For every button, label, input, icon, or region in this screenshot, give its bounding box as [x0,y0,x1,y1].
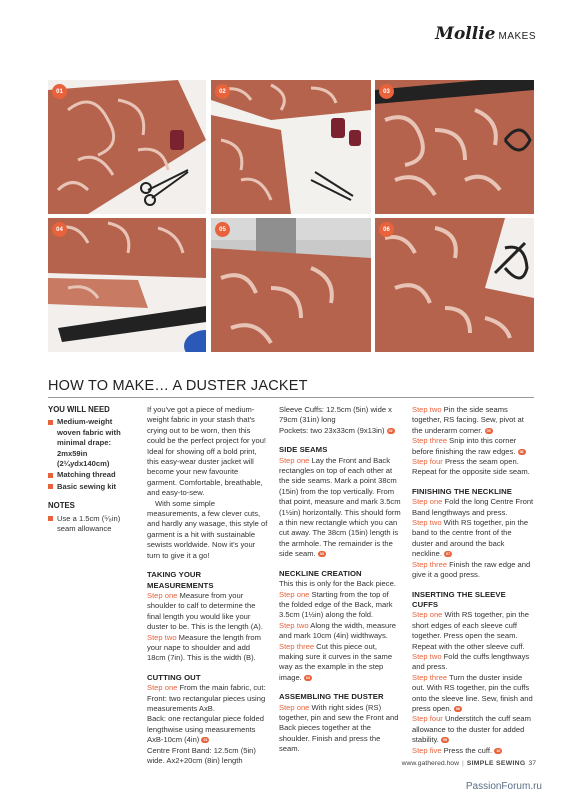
note-item [48,514,134,535]
step-label: Step one [147,590,178,600]
need-item-text: Basic sewing kit [57,481,117,491]
photo-ref-badge: 10 [496,748,501,753]
step-text: Measure from your shoulder to calf to determine the final length you would like your duster to be. This is the length (A). [147,590,263,632]
neckline-creation-heading: NECKLINE CREATION [279,568,362,578]
step-photo-4 [48,218,206,352]
step [412,714,534,745]
fabric-photo-6 [375,218,534,352]
fabric-photo-1 [48,80,206,214]
step [412,652,534,673]
taking-measurements-heading: TAKING YOUR MEASUREMENTS [147,570,214,590]
need-item [48,417,134,469]
you-will-need-heading: YOU WILL NEED [48,405,110,414]
step-badge-1: 01 [52,84,67,99]
footer-url[interactable]: www.gathered.how [401,760,459,767]
page-footer [402,760,536,767]
step [147,683,269,693]
need-item-text: Medium-weight woven fabric with minimal drape: 2mx59in (2¼ydx140cm) [57,417,121,469]
step [412,497,534,518]
photo-ref-badge: 04 [305,675,310,680]
step-text: Turn the duster inside out. With RS together, pin the cuffs onto the sleeve line. Sew, finish and press open. [412,672,533,713]
photo-ref-badge: 05 [486,428,491,433]
side-seams-heading: SIDE SEAMS [279,445,328,455]
fabric-photo-5 [211,218,371,352]
step [412,405,534,436]
step-label: Step one [279,455,310,465]
photo-ref-badge: 08 [455,706,460,711]
bullet-square-icon [48,473,53,478]
step-label: Step two [412,405,442,414]
section-intro: This this is only for the Back piece. [279,579,396,589]
step [147,591,269,633]
assembling-heading: ASSEMBLING THE DUSTER [279,692,384,702]
instructions-column-1 [147,405,269,766]
cut-line-text: Back: one rectangular piece folded lengthwise using measurements AxB-10cm (4in) [147,714,264,745]
note-item-text: Use a 1.5cm (⁵⁄₈in) seam allowance [57,513,121,534]
step-label: Step two [147,632,177,642]
sleeve-cuffs-heading: INSERTING THE SLEEVE CUFFS [412,589,506,609]
need-item-text: Matching thread [57,470,116,480]
notes-heading: NOTES [48,501,75,511]
photo-ref-badge: 01 [203,738,208,743]
cutting-out-heading: CUTTING OUT [147,672,201,682]
need-item [48,482,134,492]
step [279,642,401,684]
finishing-neckline-heading: FINISHING THE NECKLINE [412,486,513,496]
bullet-square-icon [48,484,53,489]
step-label: Step four [412,714,443,724]
bullet-square-icon [48,516,53,521]
step-label: Step one [412,610,443,620]
step-label: Step one [279,702,310,712]
photo-ref-badge: 02 [388,428,393,433]
step-label: Step three [412,436,448,446]
step-photo-3 [375,80,534,214]
sidebar-column [48,405,134,534]
brand-logo [435,24,536,44]
need-item [48,470,134,480]
step-label: Step five [412,745,442,755]
step-text: Measure the length from your nape to shoulder and add 18cm (7in). This is the width (B). [147,632,261,663]
step [279,456,401,560]
step [412,560,534,581]
step-text: With right sides (RS) together, pin and sew the Front and Back pieces together at the shoulder. Finish and press the seam. [279,702,399,754]
photo-ref-badge: 07 [446,552,451,557]
step-label: Step three [279,641,315,651]
photo-ref-badge: 03 [319,552,324,557]
step-text: Press the cuff. [441,745,493,755]
photo-ref-badge: 06 [519,449,524,454]
step-badge-6: 06 [379,222,394,237]
step-label: Step one [412,497,443,507]
title-divider [48,397,534,398]
step-photo-5 [211,218,371,352]
section-title: HOW TO MAKE… A DUSTER JACKET [48,378,308,394]
step-label: Step two [412,518,442,528]
instructions-column-2 [279,405,401,755]
step-label: Step two [412,651,442,661]
step-label: Step two [279,620,309,630]
intro-paragraph: If you've got a piece of medium-weight fabric in your stash that's crying out to be worn, then this could be the perfect project for you! Ideal for showing off a bold print, this easy-wear duster jacket will become your new favourite garment. Comfortable, breathable, and easy-to-sew. [147,405,267,498]
watermark: PassionForum.ru [465,781,542,792]
cut-line [147,714,269,745]
step-photo-1 [48,80,206,214]
step-label: Step three [412,672,448,682]
cut-line: Front: two rectangular pieces using measurements AxB. [147,693,266,713]
step [412,518,534,560]
cut-line: Centre Front Band: 12.5cm (5in) wide. Ax2+20cm (8in) length [147,745,256,765]
step [412,673,534,715]
step [279,590,401,621]
step [412,457,534,478]
step-photo-6 [375,218,534,352]
step [147,633,269,664]
cut-line [279,426,401,436]
step-text: Cut this piece out, making sure it curves in the same way as the example in the step image. [279,641,393,682]
step [412,436,534,457]
step-text: Fold the cuffs lengthways and press. [412,651,530,672]
cut-line: Sleeve Cuffs: 12.5cm (5in) wide x 79cm (31in) long [279,405,392,425]
fabric-photo-4 [48,218,206,352]
step-text: Finish the raw edge and give it a good press. [412,559,531,580]
step-photo-2 [211,80,371,214]
cut-line-text: Pockets: two 23x33cm (9x13in) [279,425,385,435]
step-badge-4: 04 [52,222,67,237]
step-text: With RS together, pin the short edges of each sleeve cuff together. Press open the seam. Repeat with the other sleeve cuff. [412,610,529,651]
intro-paragraph: With some simple measurements, a few clever cuts, and hardly any wasage, this style of garment is a hit with sustainable sewists worldwide. Now it's your turn to give it a go! [147,498,268,560]
step-label: Step one [147,683,178,693]
step [412,746,534,756]
step-text: Press the seam open. Repeat for the opposite side seam. [412,457,530,477]
step [279,621,401,642]
instructions-column-3 [412,405,534,756]
step-text: Along the width, measure and mark 10cm (4in) widthways. [279,620,396,641]
fabric-photo-2 [211,80,371,214]
step-label: Step four [412,457,443,467]
step-text: Starting from the top of the folded edge of the Back, mark 3.5cm (1½in) along the fold. [279,589,393,620]
step-badge-3: 03 [379,84,394,99]
brand-script: Mollie [435,24,496,44]
step [279,703,401,755]
step [412,610,534,652]
step-label: Step three [412,559,448,569]
step-text: From the main fabric, cut: [177,683,266,693]
fabric-photo-3 [375,80,534,214]
brand-makes: MAKES [498,31,536,42]
step-text: With RS together, pin the band to the centre front of the duster and around the back neckline. [412,518,529,559]
bullet-square-icon [48,420,53,425]
step-text: Snip into this corner before finishing the raw edges. [412,436,517,456]
page-number: 37 [528,760,536,767]
step-text: Pin the side seams together, RS facing. Sew, pivot at the underarm corner. [412,405,524,435]
footer-separator: | [462,760,464,767]
photo-ref-badge: 09 [443,738,447,743]
footer-magazine: SIMPLE SEWING [466,760,526,767]
step-label: Step one [279,589,310,599]
step-text: Fold the long Centre Front Band lengthways and press. [412,497,534,517]
step-badge-2: 02 [215,84,230,99]
step-text: Understitch the cuff seam allowance to the duster for added stability. [412,714,531,745]
step-text: Lay the Front and Back rectangles on top of each other at the side seams. Mark a point 38cm (15in) from the top vertically. From that point, measure and mark 3.5cm (1½in) horizontally. This should form a thin new rectangle which you can cut away. The 38cm (15in) length is the armhole. The remainder is the side seam. [279,455,401,559]
step-badge-5: 05 [215,222,230,237]
photo-grid [48,80,534,352]
